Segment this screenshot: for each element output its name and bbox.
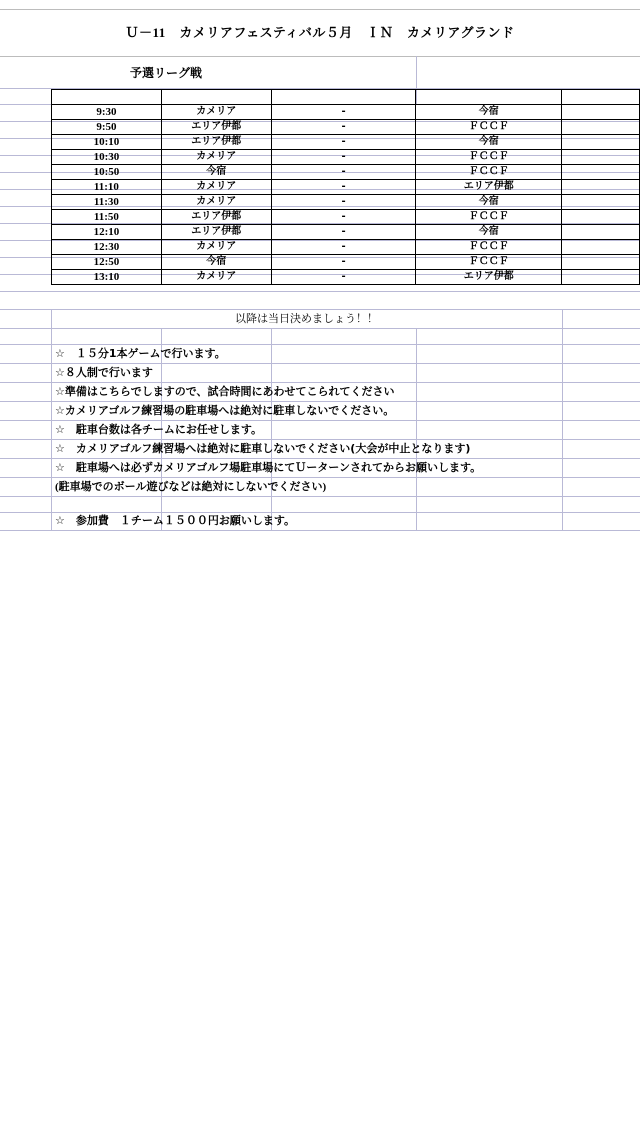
vs-separator-cell: - [271,225,416,240]
match-time-cell: 10:50 [52,165,162,180]
table-cell [562,180,640,195]
grid-line [51,309,52,530]
away-team-cell: 今宿 [416,225,562,240]
table-cell [562,165,640,180]
home-team-cell: カメリア [161,150,271,165]
table-row [52,165,640,180]
grid-line [0,530,640,531]
table-cell [562,210,640,225]
fee-note: ☆ 参加費 １チーム１５００円お願いします。 [55,514,295,527]
table-cell [562,120,640,135]
table-row [52,180,640,195]
note-item: (駐車場でのボール遊びなどは絶対にしないでください) [55,481,327,493]
note-item: ☆ １５分1本ゲームで行います。 [55,347,226,360]
match-time-cell: 9:50 [52,120,162,135]
home-team-cell: カメリア [161,240,271,255]
schedule-body [52,90,640,285]
home-team-cell: エリア伊都 [161,120,271,135]
table-cell [562,90,640,105]
table-row [52,210,640,225]
vs-separator-cell: - [271,150,416,165]
table-row [52,105,640,120]
away-team-cell: ＦＣＣＦ [416,210,562,225]
home-team-cell: カメリア [161,270,271,285]
note-item: ☆ カメリアゴルフ練習場へは絶対に駐車しないでください(大会が中止となります) [55,442,471,455]
table-cell [562,240,640,255]
home-team-cell: カメリア [161,105,271,120]
match-time-cell: 13:10 [52,270,162,285]
home-team-cell: 今宿 [161,255,271,270]
afterword-note: 以降は当日決めましょう！！ [235,312,378,325]
match-time-cell: 12:10 [52,225,162,240]
away-team-cell: 今宿 [416,105,562,120]
home-team-cell: エリア伊都 [161,225,271,240]
page-title [0,10,640,56]
away-team-cell: 今宿 [416,135,562,150]
table-cell [161,90,271,105]
away-team-cell: ＦＣＣＦ [416,255,562,270]
grid-line [562,309,563,530]
vs-separator-cell: - [271,195,416,210]
home-team-cell: エリア伊都 [161,210,271,225]
vs-separator-cell: - [271,240,416,255]
home-team-cell: カメリア [161,195,271,210]
match-time-cell: 10:10 [52,135,162,150]
table-cell [562,195,640,210]
schedule-header-row [52,90,640,105]
table-cell [562,135,640,150]
section-title: 予選リーグ戦 [129,66,202,80]
table-cell [271,90,416,105]
table-row [52,120,640,135]
table-cell [562,105,640,120]
note-item: ☆準備はこちらでしますので、試合時間にあわせてこられてください [55,385,395,398]
table-row [52,150,640,165]
table-cell [562,150,640,165]
table-cell [416,90,562,105]
grid-line [0,328,640,329]
note-item: ☆ 駐車場へは必ずカメリアゴルフ場駐車場にてＵーターンされてからお願いします。 [55,461,482,474]
table-row [52,135,640,150]
home-team-cell: エリア伊都 [161,135,271,150]
table-row [52,255,640,270]
table-row [52,225,640,240]
table-cell [562,255,640,270]
grid-line [0,496,640,497]
vs-separator-cell: - [271,120,416,135]
away-team-cell: ＦＣＣＦ [416,240,562,255]
match-time-cell: 12:50 [52,255,162,270]
away-team-cell: 今宿 [416,195,562,210]
match-time-cell: 11:10 [52,180,162,195]
title-prefix: Ｕ－ [125,26,153,41]
table-row [52,240,640,255]
vs-separator-cell: - [271,180,416,195]
table-cell [562,225,640,240]
grid-line [271,328,272,530]
table-row [52,195,640,210]
away-team-cell: ＦＣＣＦ [416,120,562,135]
vs-separator-cell: - [271,255,416,270]
vs-separator-cell: - [271,135,416,150]
away-team-cell: ＦＣＣＦ [416,165,562,180]
vs-separator-cell: - [271,105,416,120]
home-team-cell: カメリア [161,180,271,195]
title-age-number: 11 [152,25,166,40]
grid-line [0,291,640,292]
spreadsheet [0,0,640,540]
note-item: ☆８人制で行います [55,366,153,379]
vs-separator-cell: - [271,270,416,285]
match-time-cell: 9:30 [52,105,162,120]
vs-separator-cell: - [271,165,416,180]
title-text: カメリアフェスティバル５月 ＩＮ カメリアグランド [165,26,515,41]
note-item: ☆カメリアゴルフ練習場の駐車場へは絶対に駐車しないでください。 [55,404,395,417]
note-item: ☆ 駐車台数は各チームにお任せします。 [55,423,262,436]
vs-separator-cell: - [271,210,416,225]
away-team-cell: ＦＣＣＦ [416,150,562,165]
match-time-cell: 10:30 [52,150,162,165]
match-time-cell: 11:50 [52,210,162,225]
table-row [52,270,640,285]
home-team-cell: 今宿 [161,165,271,180]
grid-line [0,56,640,57]
table-cell [52,90,162,105]
away-team-cell: エリア伊都 [416,270,562,285]
match-time-cell: 12:30 [52,240,162,255]
schedule-table [51,89,640,285]
match-time-cell: 11:30 [52,195,162,210]
away-team-cell: エリア伊都 [416,180,562,195]
grid-line [416,328,417,530]
table-cell [562,270,640,285]
